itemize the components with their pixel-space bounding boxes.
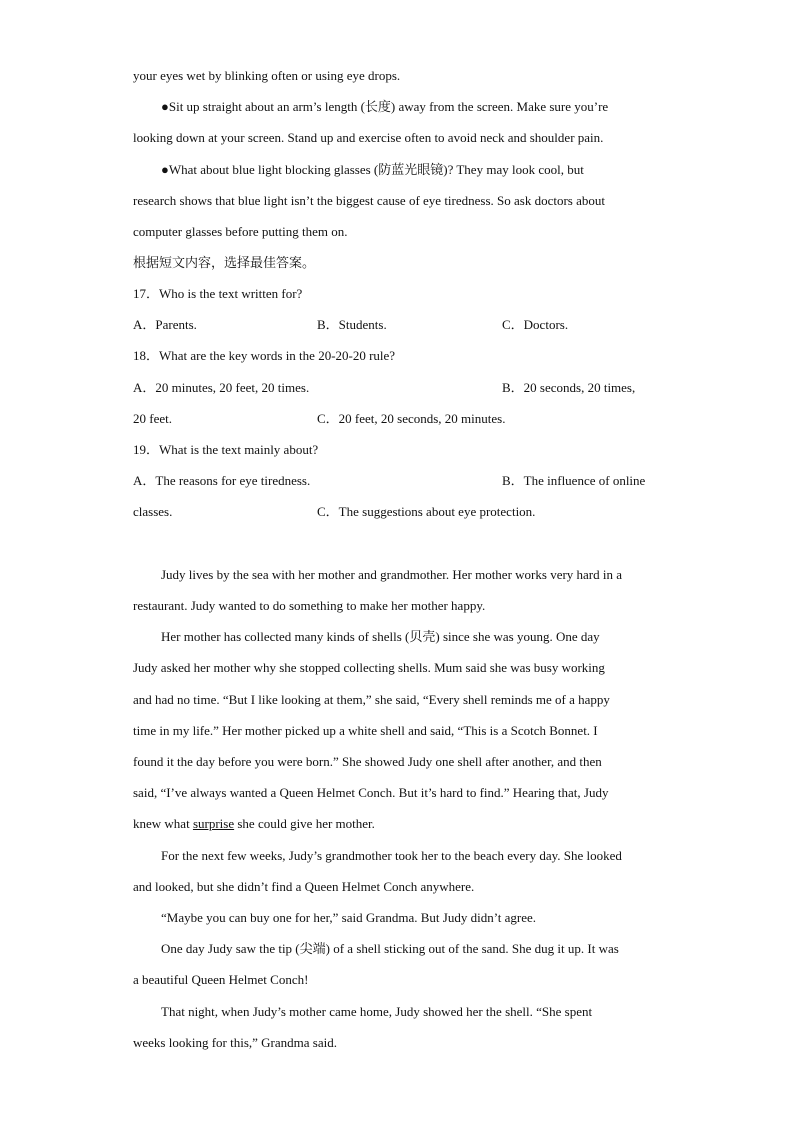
passage-a-line: research shows that blue light isn’t the biggest cause of eye tiredness. So ask doctors about bbox=[133, 193, 605, 208]
passage-b-line: restaurant. Judy wanted to do something to make her mother happy. bbox=[133, 598, 486, 613]
option-a: A．The reasons for eye tiredness. bbox=[133, 473, 311, 488]
text-segment: knew what bbox=[133, 816, 193, 831]
passage-b-line: For the next few weeks, Judy’s grandmother took her to the beach every day. She looked bbox=[161, 848, 622, 863]
instruction-text: 根据短文内容，选择最佳答案。 bbox=[133, 255, 316, 270]
passage-a-line: ●Sit up straight about an arm’s length (长度) away from the screen. Make sure you’re bbox=[161, 99, 609, 114]
passage-b-line: said, “I’ve always wanted a Queen Helmet Conch. But it’s hard to find.” Hearing that, Judy bbox=[133, 785, 609, 800]
passage-a-line: ●What about blue light blocking glasses (防蓝光眼镜)? They may look cool, but bbox=[161, 162, 584, 177]
passage-b-line bbox=[133, 816, 375, 832]
text-segment: she could give her mother. bbox=[234, 816, 375, 831]
option-c: C．The suggestions about eye protection. bbox=[317, 504, 536, 519]
option-b: B．Students. bbox=[317, 317, 387, 332]
option-c: C．Doctors. bbox=[502, 317, 569, 332]
passage-b-line: Judy lives by the sea with her mother and grandmother. Her mother works very hard in a bbox=[161, 567, 623, 582]
passage-a-line: computer glasses before putting them on. bbox=[133, 224, 348, 239]
passage-b-line: That night, when Judy’s mother came home, Judy showed her the shell. “She spent bbox=[161, 1004, 593, 1019]
passage-a-line: your eyes wet by blinking often or using eye drops. bbox=[133, 68, 401, 83]
passage-b-line: Judy asked her mother why she stopped collecting shells. Mum said she was busy working bbox=[133, 660, 605, 675]
question-stem: 19．What is the text mainly about? bbox=[133, 442, 319, 457]
passage-b-line: weeks looking for this,” Grandma said. bbox=[133, 1035, 337, 1050]
option-a: A．20 minutes, 20 feet, 20 times. bbox=[133, 380, 310, 395]
underlined-word: surprise bbox=[192, 816, 235, 831]
passage-b-line: a beautiful Queen Helmet Conch! bbox=[133, 972, 309, 987]
passage-b-line: and had no time. “But I like looking at them,” she said, “Every shell reminds me of a happy bbox=[133, 692, 610, 707]
question-stem: 18．What are the key words in the 20-20-20 rule? bbox=[133, 348, 396, 363]
option-b-continued: classes. bbox=[133, 504, 173, 519]
option-b: B．The influence of online bbox=[502, 473, 646, 488]
passage-b-line: One day Judy saw the tip (尖端) of a shell sticking out of the sand. She dug it up. It was bbox=[161, 941, 619, 956]
option-a: A．Parents. bbox=[133, 317, 197, 332]
option-c: C．20 feet, 20 seconds, 20 minutes. bbox=[317, 411, 506, 426]
passage-b-line: Her mother has collected many kinds of shells (贝壳) since she was young. One day bbox=[161, 629, 600, 644]
option-b: B．20 seconds, 20 times, bbox=[502, 380, 636, 395]
passage-a-line: looking down at your screen. Stand up and exercise often to avoid neck and shoulder pain. bbox=[133, 130, 604, 145]
passage-b-line: “Maybe you can buy one for her,” said Grandma. But Judy didn’t agree. bbox=[161, 910, 537, 925]
passage-b-line: found it the day before you were born.” She showed Judy one shell after another, and then bbox=[133, 754, 602, 769]
passage-b-line: time in my life.” Her mother picked up a white shell and said, “This is a Scotch Bonnet. I bbox=[133, 723, 598, 738]
option-b-continued: 20 feet. bbox=[133, 411, 172, 426]
passage-b-line: and looked, but she didn’t find a Queen Helmet Conch anywhere. bbox=[133, 879, 475, 894]
question-stem: 17．Who is the text written for? bbox=[133, 286, 303, 301]
